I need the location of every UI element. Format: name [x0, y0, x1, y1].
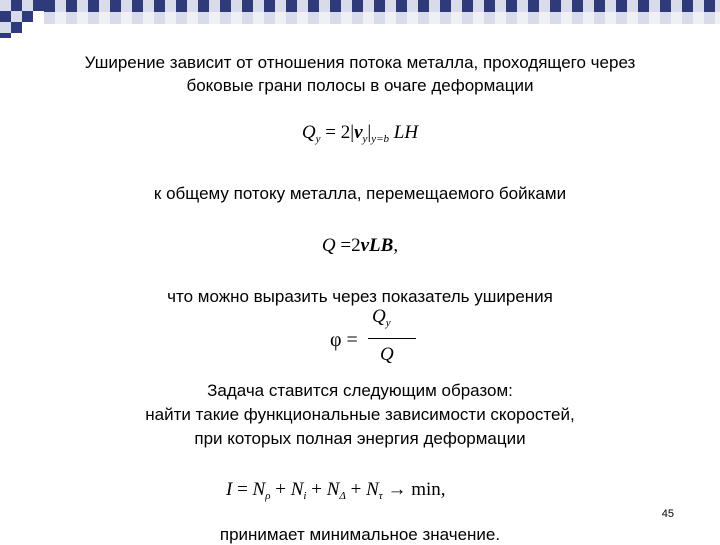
formula-phi-symbol: φ = [330, 329, 358, 351]
checker-square [11, 22, 22, 33]
formula-energy-t2: N [290, 479, 304, 500]
task-line-2: найти такие функциональные зависимости скоростей, [145, 405, 575, 424]
formula-q-total-rhs: vLB [360, 235, 394, 256]
slide-number: 45 [661, 508, 674, 520]
formula-q-y [0, 122, 720, 145]
formula-energy-t4-sub: τ [378, 490, 383, 502]
checker-strip [44, 12, 720, 24]
formula-q-total-tail: , [393, 235, 399, 256]
corner-checker-decoration [0, 0, 720, 38]
checker-square [33, 0, 44, 11]
formula-energy-t3-sub: Δ [339, 490, 346, 502]
mid-line: к общему потоку металла, перемещаемого бойками [153, 184, 567, 203]
ratio-line: что можно выразить через показатель уширения [167, 287, 553, 306]
formula-phi [326, 306, 436, 372]
checker-square [0, 22, 11, 33]
intro-line-2: боковые грани полосы в очаге деформации [186, 76, 534, 95]
checker-square [22, 0, 33, 11]
formula-q-total-eq: =2 [335, 235, 361, 256]
final-line: принимает минимальное значение. [219, 525, 501, 544]
checker-square [11, 11, 22, 22]
formula-energy-op4: + [345, 479, 367, 500]
formula-q-total-lhs: Q [321, 235, 336, 256]
formula-energy-op1: = [232, 479, 253, 500]
formula-q-y-v-sub: y [362, 133, 368, 145]
formula-energy-t1: N [252, 479, 266, 500]
checker-square [11, 0, 22, 11]
checker-square [0, 11, 11, 22]
formula-phi-num: Q [372, 306, 386, 327]
formula-energy-arrow: → min, [382, 479, 446, 500]
intro-line-1: Уширение зависит от отношения потока металла, проходящего через [84, 53, 636, 72]
formula-energy-t4: N [366, 479, 379, 500]
formula-q-y-bar: | [367, 122, 372, 143]
formula-phi-num-sub: y [385, 317, 391, 329]
formula-q-y-lhs: Q [301, 122, 316, 143]
formula-q-y-v: v [354, 122, 363, 143]
formula-q-y-lhs-sub: y [315, 133, 321, 145]
checker-square [0, 33, 11, 38]
task-line-3: при которых полная энергия деформации [194, 429, 526, 448]
formula-energy-lhs: I [226, 479, 233, 500]
formula-phi-numerator [372, 306, 391, 329]
formula-energy-op3: + [306, 479, 327, 500]
formula-phi-den: Q [380, 344, 394, 365]
formula-energy-op2: + [270, 479, 291, 500]
formula-energy-t1-sub: ρ [265, 490, 271, 502]
formula-energy-t2-sub: i [303, 490, 307, 502]
formula-energy [226, 479, 446, 502]
formula-q-y-bar-sub: y=b [371, 133, 390, 145]
task-line-1: Задача ставится следующим образом: [207, 381, 513, 400]
formula-q-y-eq: = 2| [320, 122, 355, 143]
formula-energy-t3: N [326, 479, 340, 500]
checker-square [0, 0, 11, 11]
fraction-bar [368, 338, 416, 339]
checker-square [22, 11, 33, 22]
formula-q-total [0, 235, 720, 257]
checker-strip [44, 0, 720, 12]
formula-q-y-rhs: LH [389, 122, 419, 143]
